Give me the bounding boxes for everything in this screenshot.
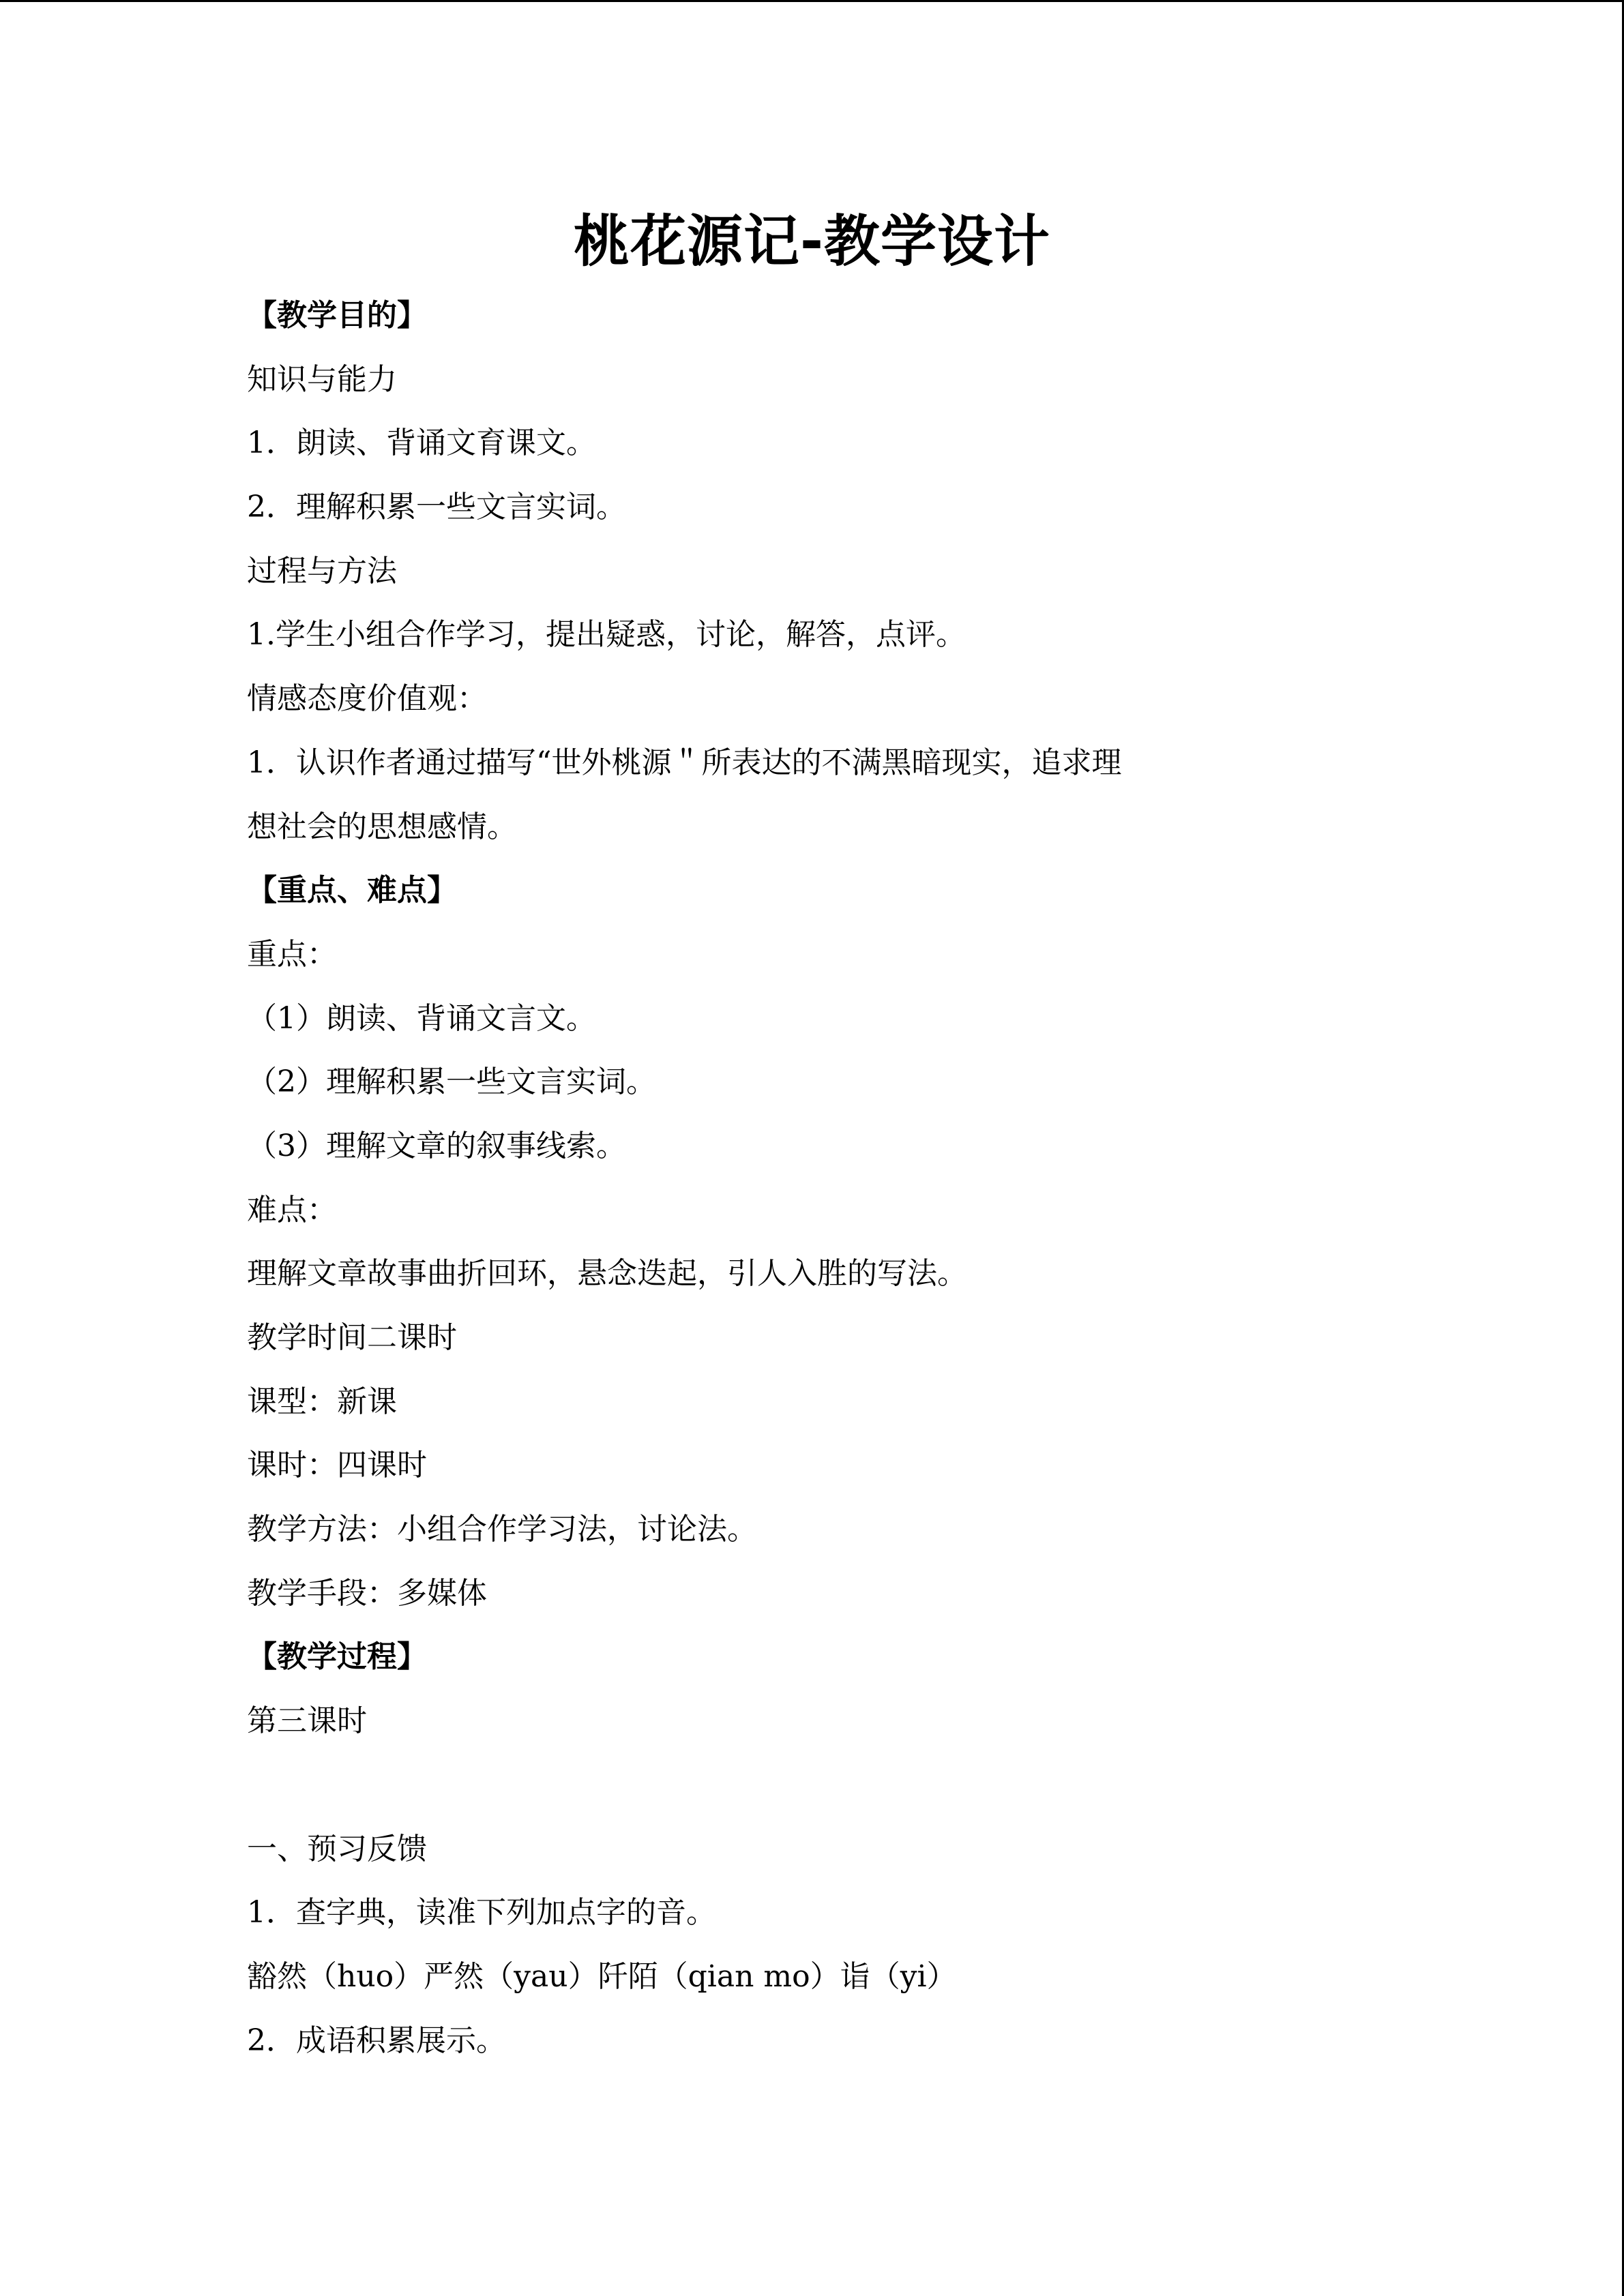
body-line: （3）理解文章的叙事线索。 [247, 1128, 626, 1163]
document-body [247, 284, 1475, 2072]
body-line: （2）理解积累一些文言实词。 [247, 1064, 656, 1100]
body-line: 2．成语积累展示。 [247, 2023, 506, 2058]
body-line: （1）朗读、背诵文言文。 [247, 1000, 596, 1036]
body-line: 教学方法：小组合作学习法，讨论法。 [247, 1512, 757, 1547]
body-line: 1．查字典，读准下列加点字的音。 [247, 1895, 716, 1930]
section-heading: 【重点、难点】 [247, 873, 457, 908]
body-line: 1.学生小组合作学习，提出疑惑，讨论，解答，点评。 [247, 617, 966, 653]
body-line: 想社会的思想感情。 [247, 809, 517, 844]
section-heading: 【教学过程】 [247, 1639, 427, 1675]
body-line: 难点： [247, 1192, 337, 1227]
page-top-border [0, 0, 1624, 2]
body-line: 课时：四课时 [247, 1448, 427, 1483]
body-line: 理解文章故事曲折回环，悬念迭起，引人入胜的写法。 [247, 1256, 967, 1292]
blank-line [247, 1753, 1475, 1817]
body-line: 1．认识作者通过描写“世外桃源＂所表达的不满黑暗现实，追求理 [247, 745, 1122, 780]
body-line: 课型：新课 [247, 1384, 397, 1419]
section-heading: 【教学目的】 [247, 298, 427, 333]
body-line: 情感态度价值观： [247, 681, 487, 717]
document-title: 桃花源记-教学设计 [573, 209, 1051, 274]
body-line: 2．理解积累一些文言实词。 [247, 490, 626, 525]
body-line: 重点： [247, 936, 337, 972]
body-line: 豁然（huo）严然（yau）阡陌（qian mo）诣（yi） [247, 1958, 957, 1994]
body-line: 第三课时 [247, 1703, 367, 1739]
body-line: 过程与方法 [247, 553, 397, 588]
body-line: 一、预习反馈 [247, 1831, 427, 1866]
body-line: 知识与能力 [247, 361, 397, 397]
body-line: 1．朗读、背诵文育课文。 [247, 426, 596, 461]
body-line: 教学时间二课时 [247, 1320, 457, 1355]
body-line: 教学手段：多媒体 [247, 1575, 487, 1611]
